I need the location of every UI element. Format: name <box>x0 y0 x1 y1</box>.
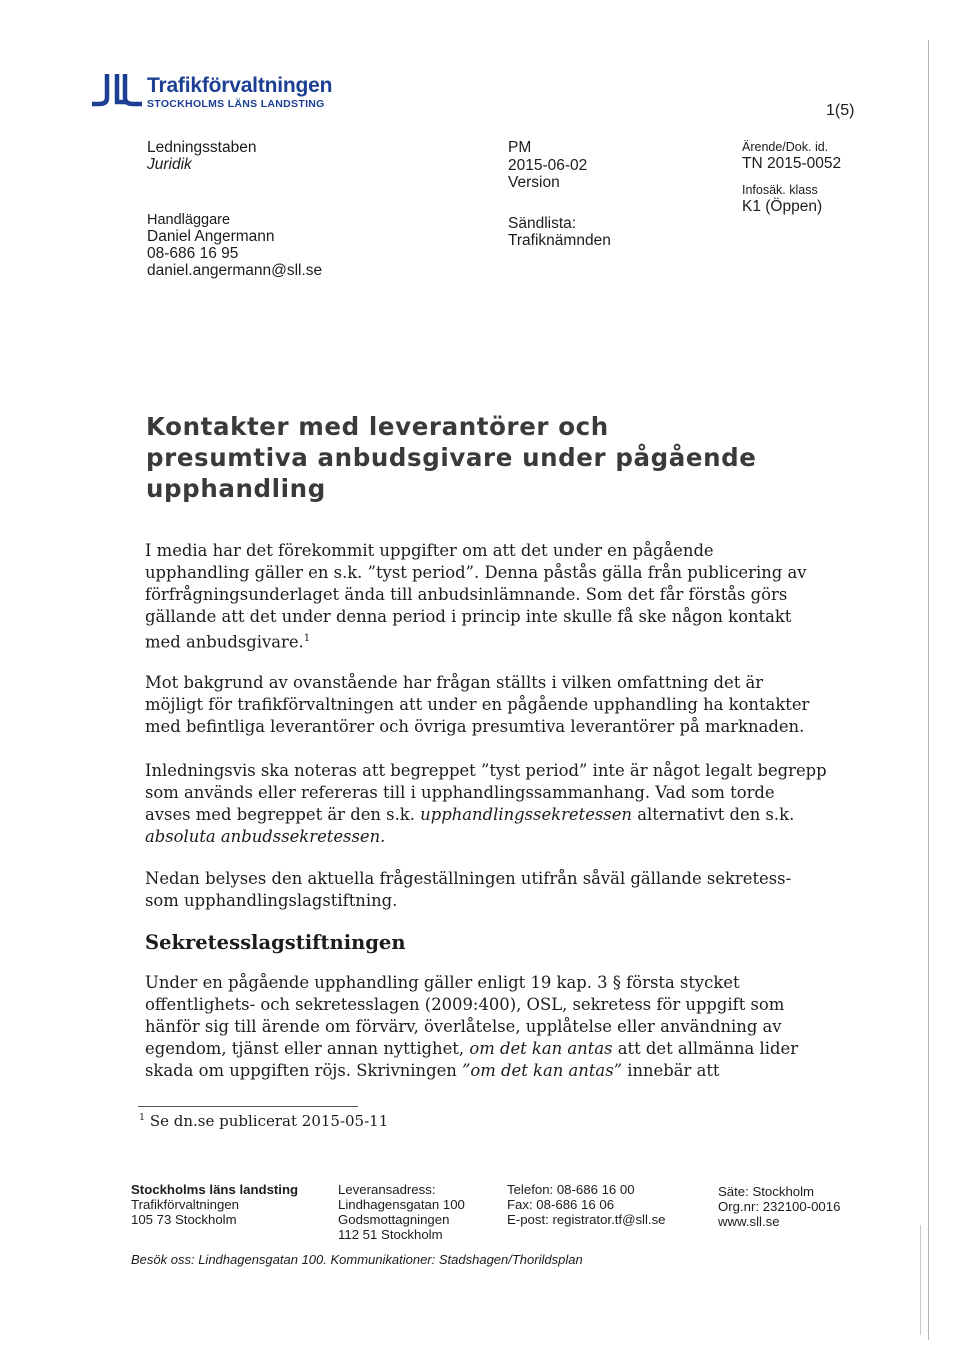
org-name: Trafikförvaltningen <box>147 74 333 97</box>
text-span: innebär att <box>627 1061 720 1080</box>
emphasis: om det kan antas <box>469 1039 613 1058</box>
emphasis: ”om det kan antas” <box>462 1061 622 1080</box>
paragraph-4 <box>145 868 791 912</box>
footer-line: Godsmottagningen <box>338 1212 450 1227</box>
footer-line: Fax: 08-686 16 06 <box>507 1197 615 1212</box>
emphasis: upphandlingssekretessen <box>420 805 632 824</box>
unit: Juridik <box>147 156 192 173</box>
text-line: I media har det förekommit uppgifter om att det under en pågående <box>145 541 714 560</box>
document-type: PM <box>508 139 532 156</box>
footer-line: 105 73 Stockholm <box>131 1212 237 1227</box>
footer-col-2 <box>338 1182 465 1242</box>
text-span: skada om uppgiften röjs. Skrivningen <box>145 1061 457 1080</box>
text-line: Inledningsvis ska noteras att begreppet ”tyst period” inte är något legalt begrepp <box>145 761 827 780</box>
department: Ledningsstaben <box>147 139 257 156</box>
landsting-logo-icon <box>91 72 143 108</box>
handler-label: Handläggare <box>147 212 231 228</box>
footnote-rule <box>138 1106 358 1107</box>
page-title <box>146 411 756 504</box>
text-line: Nedan belyses den aktuella frågeställningen utifrån såväl gällande sekretess- <box>145 869 792 888</box>
footer-col-4 <box>718 1184 840 1229</box>
page-number: 1(5) <box>826 102 855 119</box>
footer-line: Lindhagensgatan 100 <box>338 1197 465 1212</box>
text-line: möjligt för trafikförvaltningen att under en pågående upphandling ha kontakter <box>145 695 810 714</box>
footer-col-1 <box>131 1182 298 1227</box>
text-line: med befintliga leverantörer och övriga presumtiva leverantörer på marknaden. <box>145 717 805 736</box>
class-label: Infosäk. klass <box>742 183 818 197</box>
footer-line: Säte: Stockholm <box>718 1184 815 1199</box>
handler-name: Daniel Angermann <box>147 228 275 245</box>
text-span: egendom, tjänst eller annan nyttighet, <box>145 1039 465 1058</box>
footer-line: Org.nr: 232100-0016 <box>718 1199 841 1214</box>
logo <box>91 72 143 108</box>
footnote-ref: 1 <box>303 633 311 644</box>
sendlist-value: Trafiknämnden <box>508 232 611 249</box>
footer-col-3 <box>507 1182 666 1227</box>
org-subtitle: STOCKHOLMS LÄNS LANDSTING <box>147 98 325 110</box>
footnote <box>139 1112 388 1130</box>
footnote-number: 1 <box>139 1112 146 1123</box>
text-span: med anbudsgivare. <box>145 632 304 652</box>
text-line <box>145 1038 798 1060</box>
footer-line: Leveransadress: <box>338 1182 436 1197</box>
scan-edge-line <box>928 40 929 1340</box>
paragraph-1 <box>145 540 807 653</box>
text-line: Under en pågående upphandling gäller enligt 19 kap. 3 § första stycket <box>145 973 740 992</box>
text-span: alternativt den s.k. <box>637 805 795 824</box>
text-line: absoluta anbudssekretessen. <box>145 827 386 846</box>
footnote-text: Se dn.se publicerat 2015-05-11 <box>149 1112 389 1130</box>
text-line: gällande att det under denna period i princip inte skulle få ske någon kontakt <box>145 607 792 626</box>
footer-line: 112 51 Stockholm <box>338 1227 443 1242</box>
footer-org: Stockholms läns landsting <box>131 1182 299 1197</box>
paragraph-2 <box>145 672 809 738</box>
title-line: upphandling <box>146 474 326 503</box>
footer-line: Telefon: 08-686 16 00 <box>507 1182 635 1197</box>
text-line <box>145 804 827 826</box>
text-line <box>145 1060 798 1082</box>
footer-line: www.sll.se <box>718 1214 780 1229</box>
text-line: offentlighets- och sekretesslagen (2009:400), OSL, sekretess för uppgift som <box>145 995 785 1014</box>
handler-email: daniel.angermann@sll.se <box>147 262 323 279</box>
handler-phone: 08-686 16 95 <box>147 245 239 262</box>
text-span: avses med begreppet är den s.k. <box>145 805 415 824</box>
document-date: 2015-06-02 <box>508 157 588 174</box>
title-line: Kontakter med leverantörer och <box>146 412 609 441</box>
footer-line: Trafikförvaltningen <box>131 1197 239 1212</box>
case-label: Ärende/Dok. id. <box>742 140 829 154</box>
text-line: förfrågningsunderlaget ända till anbudsinlämnande. Som det får förstås görs <box>145 585 788 604</box>
footer-line: E-post: registrator.tf@sll.se <box>507 1212 666 1227</box>
text-line: upphandling gäller en s.k. ”tyst period”. Denna påstås gälla från publicering av <box>145 563 807 582</box>
version-label: Version <box>508 174 560 191</box>
scan-edge-line <box>920 1225 921 1335</box>
text-line <box>145 628 807 653</box>
text-line: som upphandlingslagstiftning. <box>145 891 398 910</box>
text-line: hänför sig till ärende om förvärv, överlåtelse, upplåtelse eller användning av <box>145 1017 782 1036</box>
section-heading: Sekretesslagstiftningen <box>145 931 406 954</box>
class-value: K1 (Öppen) <box>742 198 823 215</box>
text-span: att det allmänna lider <box>617 1039 799 1058</box>
title-line: presumtiva anbudsgivare under pågående <box>146 443 757 472</box>
footer-visit: Besök oss: Lindhagensgatan 100. Kommunikationer: Stadshagen/Thorildsplan <box>131 1252 583 1267</box>
sendlist-label: Sändlista: <box>508 215 577 232</box>
text-line: som används eller refereras till i upphandlingssammanhang. Vad som torde <box>145 783 775 802</box>
text-line: Mot bakgrund av ovanstående har frågan ställts i vilken omfattning det är <box>145 673 764 692</box>
case-value: TN 2015-0052 <box>742 155 842 172</box>
paragraph-3 <box>145 760 827 848</box>
paragraph-5 <box>145 972 798 1082</box>
